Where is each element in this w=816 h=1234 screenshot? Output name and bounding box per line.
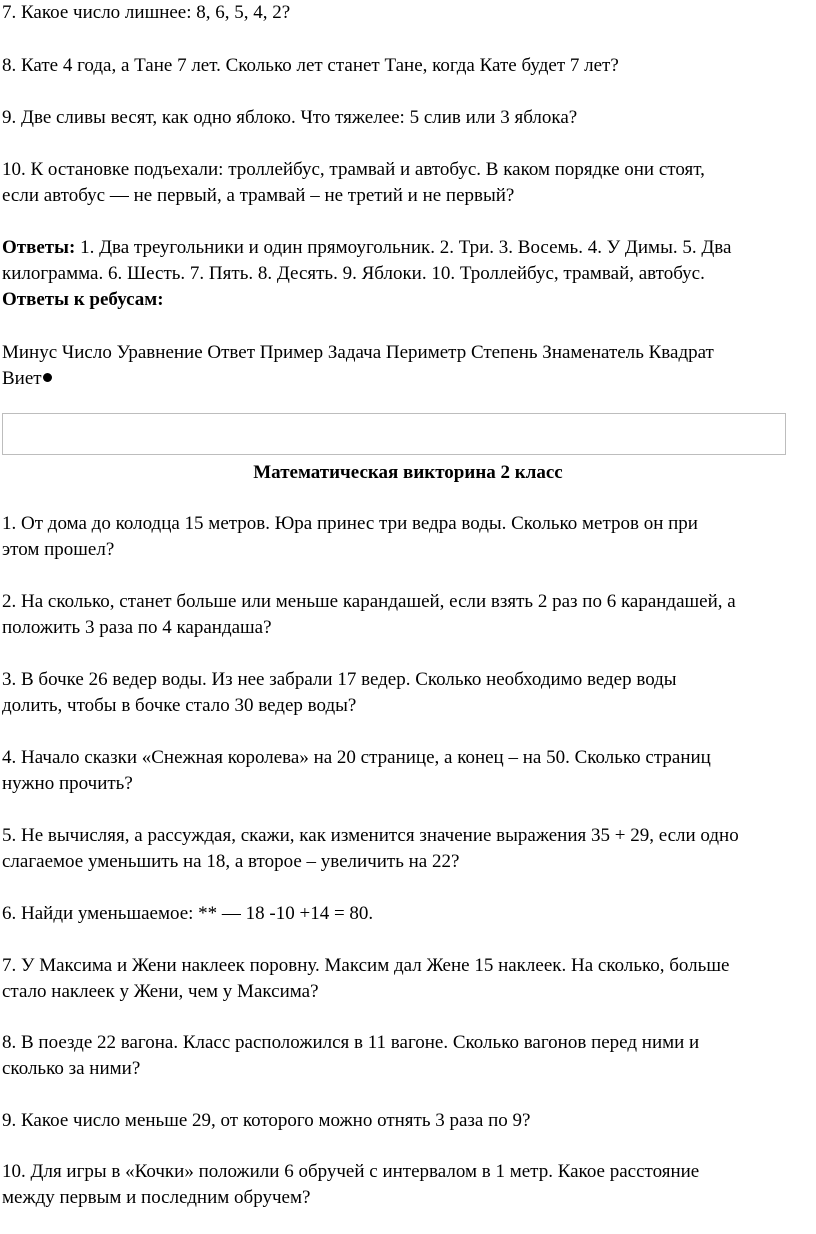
quiz-question-8-line-1: 8. В поезде 22 вагона. Класс расположился в 11 вагоне. Сколько вагонов перед ними и	[2, 1032, 700, 1053]
quiz-question-4-line-2: нужно прочить?	[2, 773, 133, 794]
answers-line-2: килограмма. 6. Шесть. 7. Пять. 8. Десять. 9. Яблоки. 10. Троллейбус, трамвай, автобус.	[2, 263, 705, 284]
quiz-question-4-line-1: 4. Начало сказки «Снежная королева» на 20 странице, а конец – на 50. Сколько страниц	[2, 747, 711, 768]
quiz-question-1	[2, 511, 814, 563]
rebus-answers-line-1: Минус Число Уравнение Ответ Пример Задача Периметр Степень Знаменатель Квадрат	[2, 342, 714, 363]
question-7-text: 7. Какое число лишнее: 8, 6, 5, 4, 2?	[2, 2, 291, 23]
answers-line-1	[2, 235, 814, 261]
quiz-question-10-line-1: 10. Для игры в «Кочки» положили 6 обручей с интервалом в 1 метр. Какое расстояние	[2, 1161, 700, 1182]
question-9-text: 9. Две сливы весят, как одно яблоко. Что тяжелее: 5 слив или 3 яблока?	[2, 107, 578, 128]
answers-block	[2, 235, 814, 313]
quiz-question-8	[2, 1030, 814, 1082]
quiz-question-5-line-1: 5. Не вычисляя, а рассуждая, скажи, как изменится значение выражения 35 + 29, если одно	[2, 825, 739, 846]
quiz-question-7-line-2: стало наклеек у Жени, чем у Максима?	[2, 981, 319, 1002]
quiz-question-3-line-1: 3. В бочке 26 ведер воды. Из нее забрали 17 ведер. Сколько необходимо ведер воды	[2, 669, 677, 690]
rebus-answers-last-word: Виет	[2, 368, 42, 389]
quiz-question-6: 6. Найди уменьшаемое: ** — 18 -10 +14 = 80.	[2, 903, 374, 924]
quiz-question-4	[2, 745, 814, 797]
embed-frame	[2, 413, 786, 455]
quiz-title: Математическая викторина 2 класс	[253, 462, 563, 483]
question-8-text: 8. Кате 4 года, а Тане 7 лет. Сколько лет станет Тане, когда Кате будет 7 лет?	[2, 55, 619, 76]
quiz-question-7-line-1: 7. У Максима и Жени наклеек поровну. Максим дал Жене 15 наклеек. На сколько, больше	[2, 955, 730, 976]
quiz-question-10-line-2: между первым и последним обручем?	[2, 1187, 311, 1208]
rebus-answers-label: Ответы к ребусам:	[2, 289, 164, 310]
quiz-question-2-line-1: 2. На сколько, станет больше или меньше карандашей, если взять 2 раз по 6 карандашей, а	[2, 591, 736, 612]
quiz-question-8-line-2: сколько за ними?	[2, 1058, 141, 1079]
quiz-question-5	[2, 823, 814, 875]
question-10-line-1: 10. К остановке подъехали: троллейбус, трамвай и автобус. В каком порядке они стоят,	[2, 159, 705, 180]
quiz-question-5-line-2: слагаемое уменьшить на 18, а второе – увеличить на 22?	[2, 851, 460, 872]
rebus-answers	[2, 340, 814, 392]
quiz-question-7	[2, 953, 814, 1005]
quiz-question-1-line-2: этом прошел?	[2, 539, 115, 560]
quiz-question-2	[2, 589, 814, 641]
answers-label: Ответы:	[2, 237, 76, 258]
answers-text-1: 1. Два треугольники и один прямоугольник. 2. Три. 3. Восемь. 4. У Димы. 5. Два	[75, 237, 732, 258]
quiz-question-1-line-1: 1. От дома до колодца 15 метров. Юра принес три ведра воды. Сколько метров он при	[2, 513, 698, 534]
bullet-icon	[43, 373, 52, 382]
quiz-question-10	[2, 1159, 814, 1211]
question-10	[2, 157, 814, 209]
quiz-question-3-line-2: долить, чтобы в бочке стало 30 ведер воды?	[2, 695, 357, 716]
quiz-question-3	[2, 667, 814, 719]
question-10-line-2: если автобус — не первый, а трамвай – не третий и не первый?	[2, 185, 515, 206]
rebus-answers-line-2	[2, 366, 814, 392]
quiz-question-9: 9. Какое число меньше 29, от которого можно отнять 3 раза по 9?	[2, 1110, 531, 1131]
quiz-question-2-line-2: положить 3 раза по 4 карандаша?	[2, 617, 272, 638]
